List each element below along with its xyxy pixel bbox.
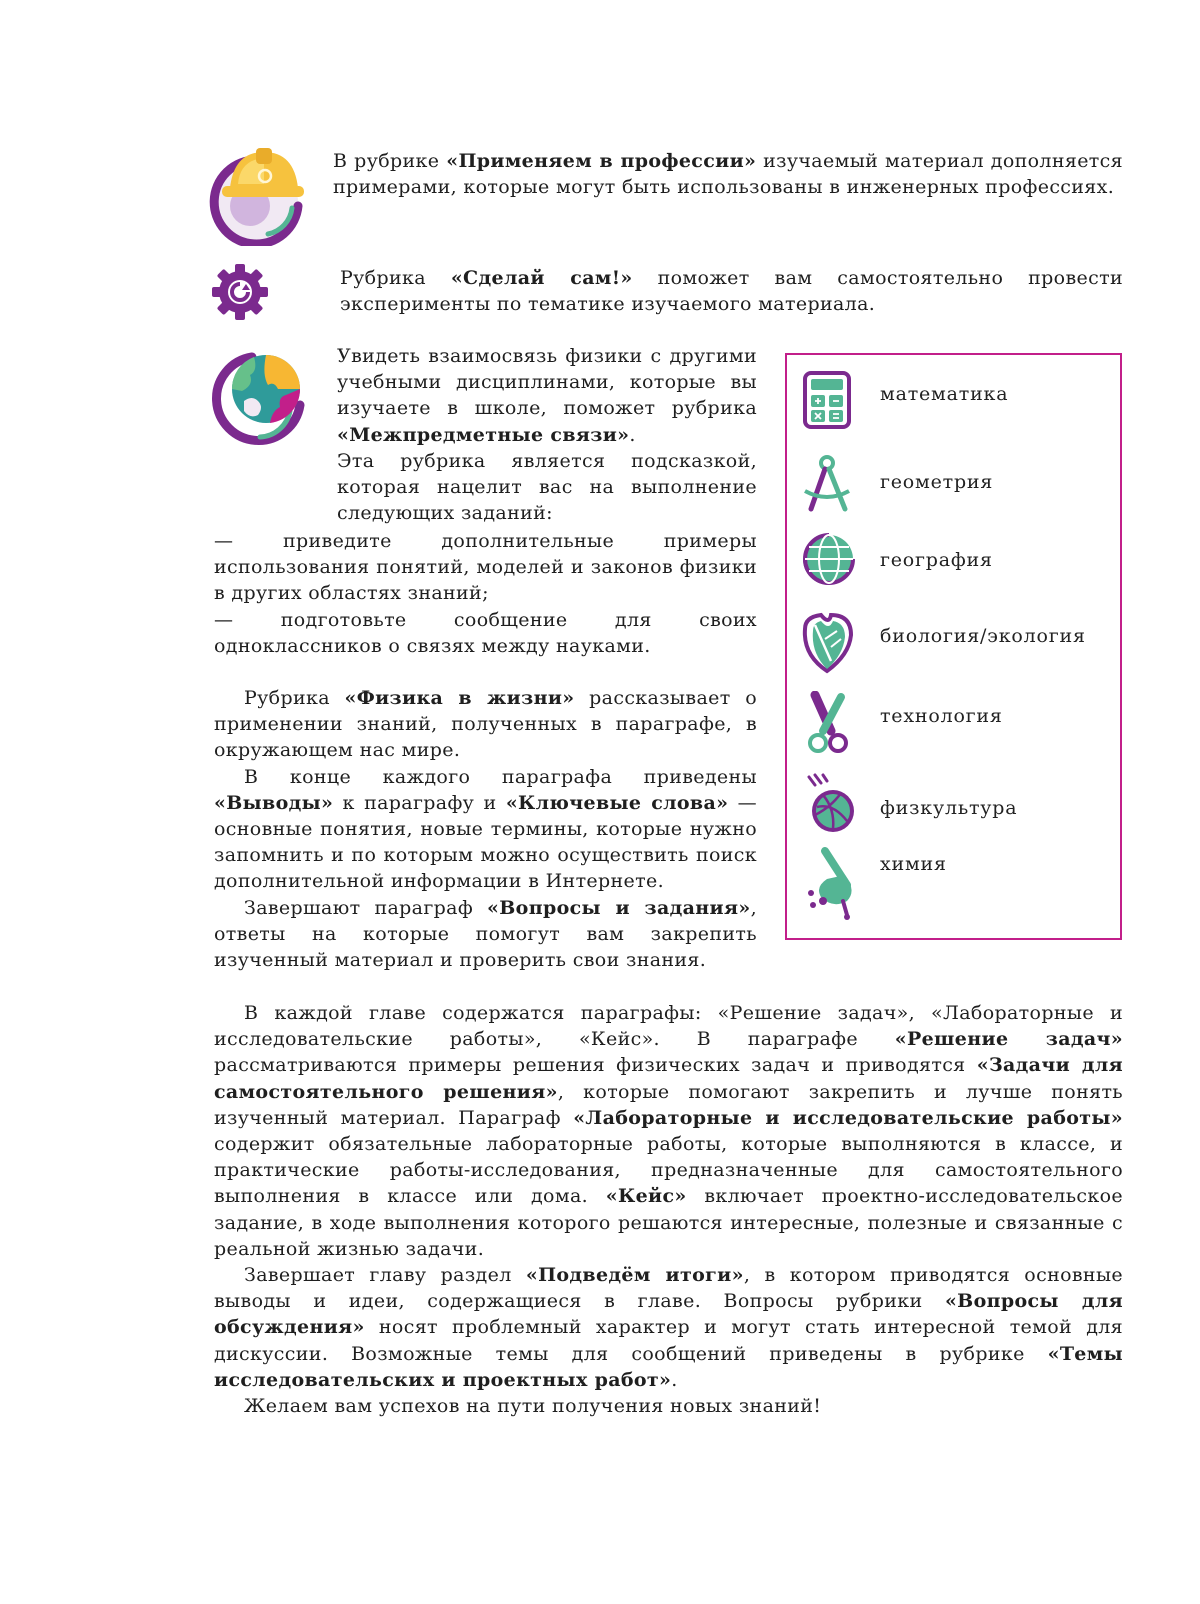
professions-text: В рубрике «Применяем в профессии» изучаемый материал дополняется примерами, которые могут быть использованы в инженерных профессиях. [333,150,1123,199]
chapter-and-summary: В каждой главе содержатся параграфы: «Решение задач», «Лабораторные и исследовательские работы», «Кейс». В параграфе «Решение задач» рассматриваются примеры решения физических задач и приводятся «Задачи для самостоятельного решения», которые помогают закрепить и лучше понять изученный материал. Параграф «Лабораторные и исследовательские работы» содержит обязательные лабораторные работы, которые выполняются в классе, и практические работы-исследования, предназначенные для самостоятельного выполнения в классе или дома. «Кейс» включает проектно-исследовательское задание, в ходе выполнения которого решаются интересные, полезные и связанные с реальной жизнью задачи. Завершает главу раздел «Подведём итоги», в котором приводятся основные выводы и идеи, содержащиеся в главе. Вопросы рубрики «Вопросы для обсуждения» носят проблемный характер и могут стать интересной темой для дискуссии. Возможные темы для сообщений приведены в рубрике «Темы исследовательских и проектных работ». Желаем вам успехов на пути получения новых знаний! [214,1000,1123,1419]
interdisciplinary-tasks [214,528,757,659]
globe-icon [801,531,857,591]
subject-chemistry [787,839,1124,909]
life-and-conclusions: Рубрика «Физика в жизни» рассказывает о применении знаний, полученных в параграфе, в окружающем нас мире. В конце каждого параграфа приведены «Выводы» к параграфу и «Ключевые слова» — основные понятия, новые термины, которые нужно запомнить и по которым можно осуществить поиск дополнительной информации в Интернете. Завершают параграф «Вопросы и задания», ответы на которые помогут вам закрепить изученный материал и проверить свои знания. [214,687,757,972]
diy-text: Рубрика «Сделай сам!» поможет вам самостоятельно провести эксперименты по тематике изучаемого материала. [340,267,1123,316]
calculator-icon [801,371,853,429]
subject-label: география [880,549,993,571]
subject-technology [787,685,1124,755]
ball-icon [801,773,857,835]
subject-label: химия [880,853,947,875]
puzzle-globe-icon [208,345,308,445]
interdisciplinary-intro: Увидеть взаимосвязь физики с другими учебными дисциплинами, которые вы изучаете в школе, поможет рубрика «Межпредметные связи». Эта рубрика является подсказкой, которая нацелит вас на выполнение следующих заданий: [337,345,757,525]
subject-math [787,365,1124,435]
compass-icon [801,451,853,515]
subject-label: физкультура [880,797,1018,819]
task-item: — подготовьте сообщение для своих одноклассников о связях между науками. [214,608,757,657]
gear-icon [210,262,270,322]
subject-label: геометрия [880,471,994,493]
subject-biology [787,605,1124,675]
leaf-icon [801,611,857,675]
subject-pe [787,767,1124,837]
subject-geography [787,525,1124,595]
subject-label: технология [880,705,1003,727]
subject-geometry [787,445,1124,515]
subject-label: биология/экология [880,625,1086,647]
flask-icon [801,845,861,921]
hard-hat-icon [208,146,304,246]
scissors-icon [801,691,853,757]
task-item: — приведите дополнительные примеры использования понятий, моделей и законов физики в других областях знаний; [214,530,757,605]
subjects-legend [785,353,1122,940]
closing-wish: Желаем вам успехов на пути получения новых знаний! [244,1395,822,1418]
subject-label: математика [880,383,1009,405]
